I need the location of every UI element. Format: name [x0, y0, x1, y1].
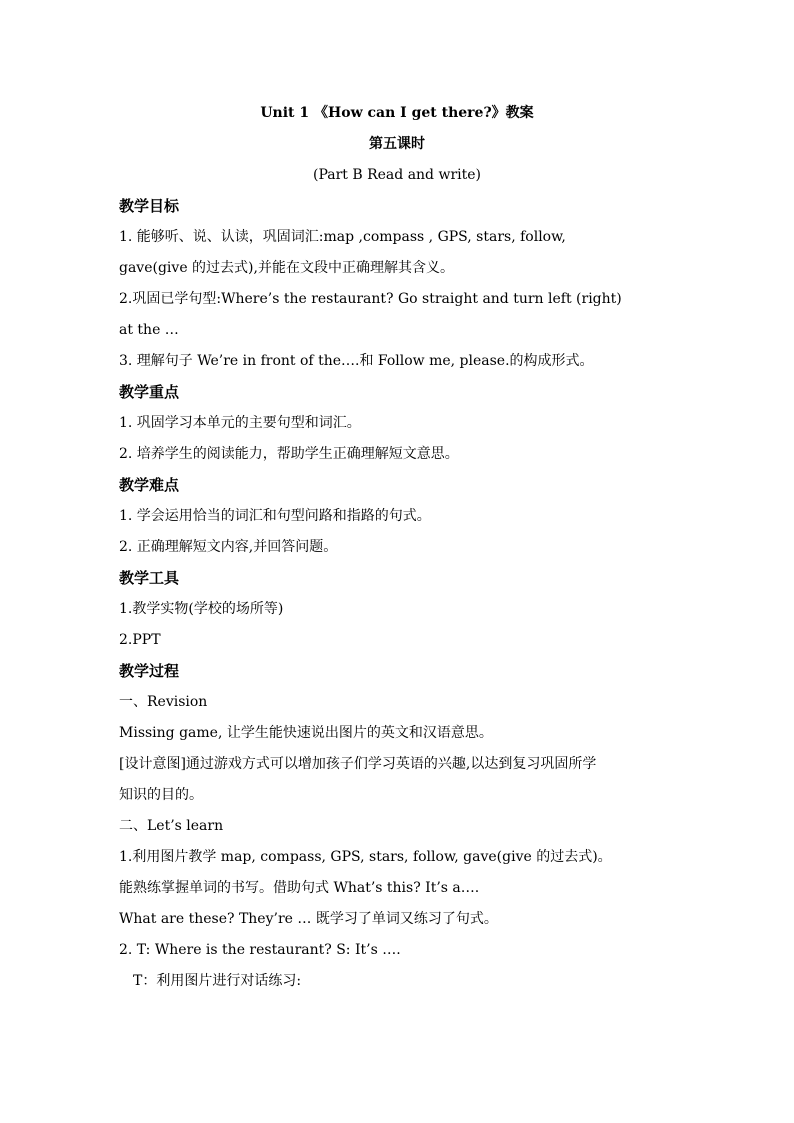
text-line: 2.巩固已学句型:Where’s the restaurant? Go straight and turn left (right) — [119, 291, 622, 307]
text-line: at the … — [119, 322, 179, 338]
lesson-number: 第五课时 — [369, 136, 425, 152]
text-line: 2. 正确理解短文内容,并回答问题。 — [119, 539, 338, 555]
doc-title: Unit 1 《How can I get there?》教案 — [260, 105, 534, 121]
section-heading: 教学工具 — [119, 569, 180, 587]
document-lines — [119, 191, 675, 997]
text-line: 1.利用图片教学 map, compass, GPS, stars, follow, gave(give 的过去式)。 — [119, 849, 612, 865]
text-line: 1. 能够听、说、认读，巩固词汇:map ,compass , GPS, stars, follow, — [119, 229, 566, 245]
text-line: Missing game, 让学生能快速说出图片的英文和汉语意思。 — [119, 725, 493, 741]
section-heading: 教学重点 — [119, 383, 180, 401]
text-line: 1.教学实物(学校的场所等) — [119, 601, 284, 617]
text-line: 2.PPT — [119, 632, 161, 648]
text-line: 1. 学会运用恰当的词汇和句型问路和指路的句式。 — [119, 508, 431, 524]
text-line: 能熟练掌握单词的书写。借助句式 What’s this? It’s a…. — [119, 880, 480, 896]
text-line: 二、Let’s learn — [119, 818, 224, 834]
text-line: 2. T: Where is the restaurant? S: It’s …. — [119, 942, 401, 958]
section-heading: 教学目标 — [119, 197, 180, 215]
text-line: gave(give 的过去式),并能在文段中正确理解其含义。 — [119, 260, 454, 276]
section-heading: 教学过程 — [119, 662, 180, 680]
text-line: T：利用图片进行对话练习: — [133, 973, 302, 989]
text-line: What are these? They’re … 既学习了单词又练习了句式。 — [119, 911, 498, 927]
text-line: 3. 理解句子 We’re in front of the….和 Follow me, please.的构成形式。 — [119, 353, 594, 369]
text-line: 知识的目的。 — [119, 787, 203, 803]
part-subtitle: (Part B Read and write) — [313, 167, 481, 183]
section-heading: 教学难点 — [119, 476, 180, 494]
text-line: 1. 巩固学习本单元的主要句型和词汇。 — [119, 415, 361, 431]
text-line: [设计意图]通过游戏方式可以增加孩子们学习英语的兴趣,以达到复习巩固所学 — [119, 756, 597, 772]
text-line: 一、Revision — [119, 694, 208, 710]
text-line: 2. 培养学生的阅读能力，帮助学生正确理解短文意思。 — [119, 446, 459, 462]
document-body — [119, 98, 675, 997]
